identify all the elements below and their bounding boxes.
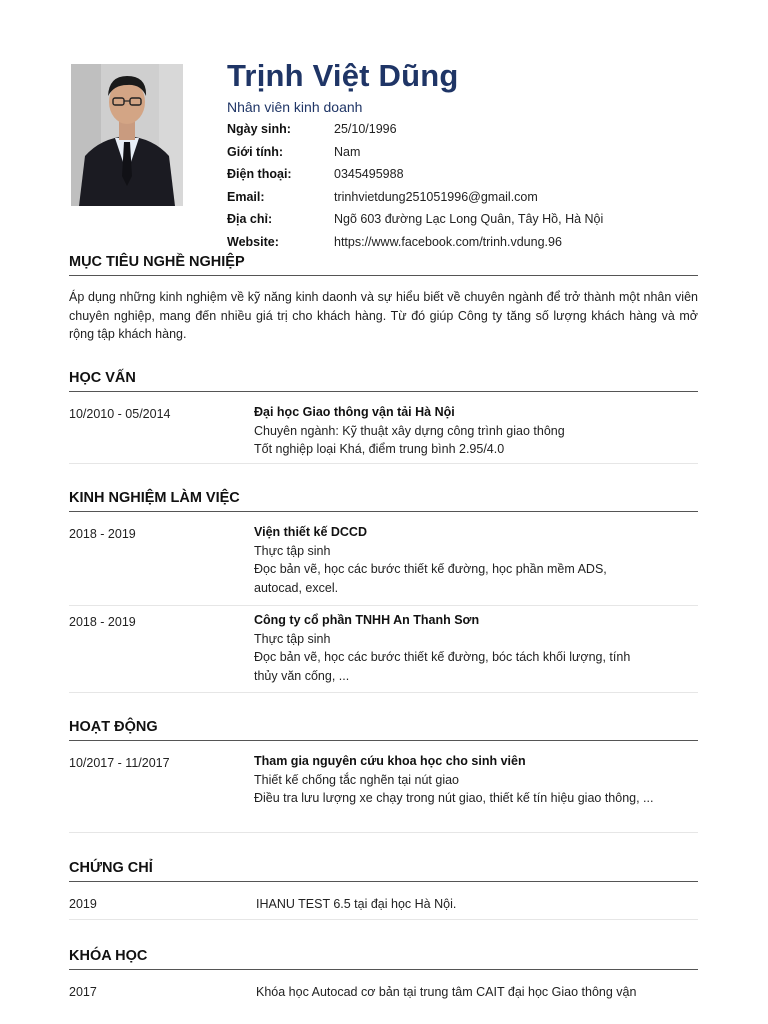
entry-text: IHANU TEST 6.5 tại đại học Hà Nội. [256,897,457,911]
entry-title: Công ty cổ phần TNHH An Thanh Sơn [254,613,480,627]
info-label: Điện thoại: [227,167,292,182]
activity-entry [69,746,698,833]
info-value: 25/10/1996 [334,122,397,137]
info-label: Email: [227,189,265,204]
info-row-address [227,208,707,231]
entry-body [254,397,654,459]
entry-line: Thực tập sinh [254,543,331,558]
info-label: Địa chỉ: [227,212,273,227]
entry-line: Tốt nghiệp loại Khá, điểm trung bình 2.95/4.0 [254,442,505,456]
entry-line: Chuyên ngành: Kỹ thuật xây dựng công trình giao thông [254,423,565,438]
info-label: Giới tính: [227,144,284,159]
person-portrait-icon [71,64,183,206]
personal-info [227,118,707,253]
info-row-email [227,186,707,209]
info-label: Website: [227,234,279,249]
entry-date: 2017 [69,985,97,999]
entry-date: 2018 - 2019 [69,615,136,629]
section-title-objective: MỤC TIÊU NGHỀ NGHIỆP [69,254,698,276]
experience-entry [69,605,698,693]
entry-date: 2019 [69,897,97,911]
entry-line: Đọc bản vẽ, học các bước thiết kế đường, học phần mềm ADS, autocad, excel. [254,562,607,595]
section-title-experience: KINH NGHIỆM LÀM VIỆC [69,490,698,512]
info-row-phone [227,163,707,186]
objective-text: Áp dụng những kinh nghiệm về kỹ năng kinh daonh và sự hiểu biết về chuyên ngành để trở thành một nhân viên chuyên nghiệp, mang đến nhiều giá trị cho khách hàng. Từ đó giúp Công ty tăng số lượng khách hàng và mở rộng tập khách hàng. [69,290,698,341]
course-row [69,977,698,1007]
section-title-courses: KHÓA HỌC [69,948,698,970]
entry-body [254,605,654,685]
entry-line: Thiết kế chống tắc nghẽn tại nút giao [254,772,460,787]
entry-date: 10/2017 - 11/2017 [69,756,170,770]
info-value: https://www.facebook.com/trinh.vdung.96 [334,234,562,249]
info-row-gender [227,141,707,164]
info-value: Nam [334,144,361,159]
entry-line: Đọc bản vẽ, học các bước thiết kế đường, bóc tách khối lượng, tính thủy văn cống, ... [254,650,631,683]
section-title-certificates: CHỨNG CHỈ [69,860,698,882]
candidate-name: Trịnh Việt Dũng [227,58,459,93]
profile-photo [71,64,183,206]
entry-title: Tham gia nguyên cứu khoa học cho sinh viên [254,754,526,768]
info-value: 0345495988 [334,167,404,182]
section-title-activities: HOẠT ĐỘNG [69,719,698,741]
info-label: Ngày sinh: [227,122,291,137]
info-row-birthdate [227,118,707,141]
entry-body [254,517,654,597]
entry-line: Thực tập sinh [254,631,331,646]
entry-date: 2018 - 2019 [69,527,136,541]
info-row-website [227,231,707,254]
education-entry [69,397,698,464]
info-value: Ngõ 603 đường Lạc Long Quân, Tây Hồ, Hà Nội [334,212,604,227]
candidate-role: Nhân viên kinh doanh [227,99,363,115]
entry-title: Đại học Giao thông vận tải Hà Nội [254,405,455,419]
entry-text: Khóa học Autocad cơ bản tại trung tâm CAIT đại học Giao thông vận [256,985,637,999]
entry-line: Điều tra lưu lượng xe chạy trong nút giao, thiết kế tín hiệu giao thông, ... [254,791,654,805]
entry-date: 10/2010 - 05/2014 [69,407,171,421]
experience-entry [69,517,698,606]
entry-title: Viện thiết kế DCCD [254,525,367,539]
certificate-row [69,889,698,920]
entry-body [254,746,654,808]
info-value: trinhvietdung251051996@gmail.com [334,189,538,204]
section-title-education: HỌC VẤN [69,370,698,392]
